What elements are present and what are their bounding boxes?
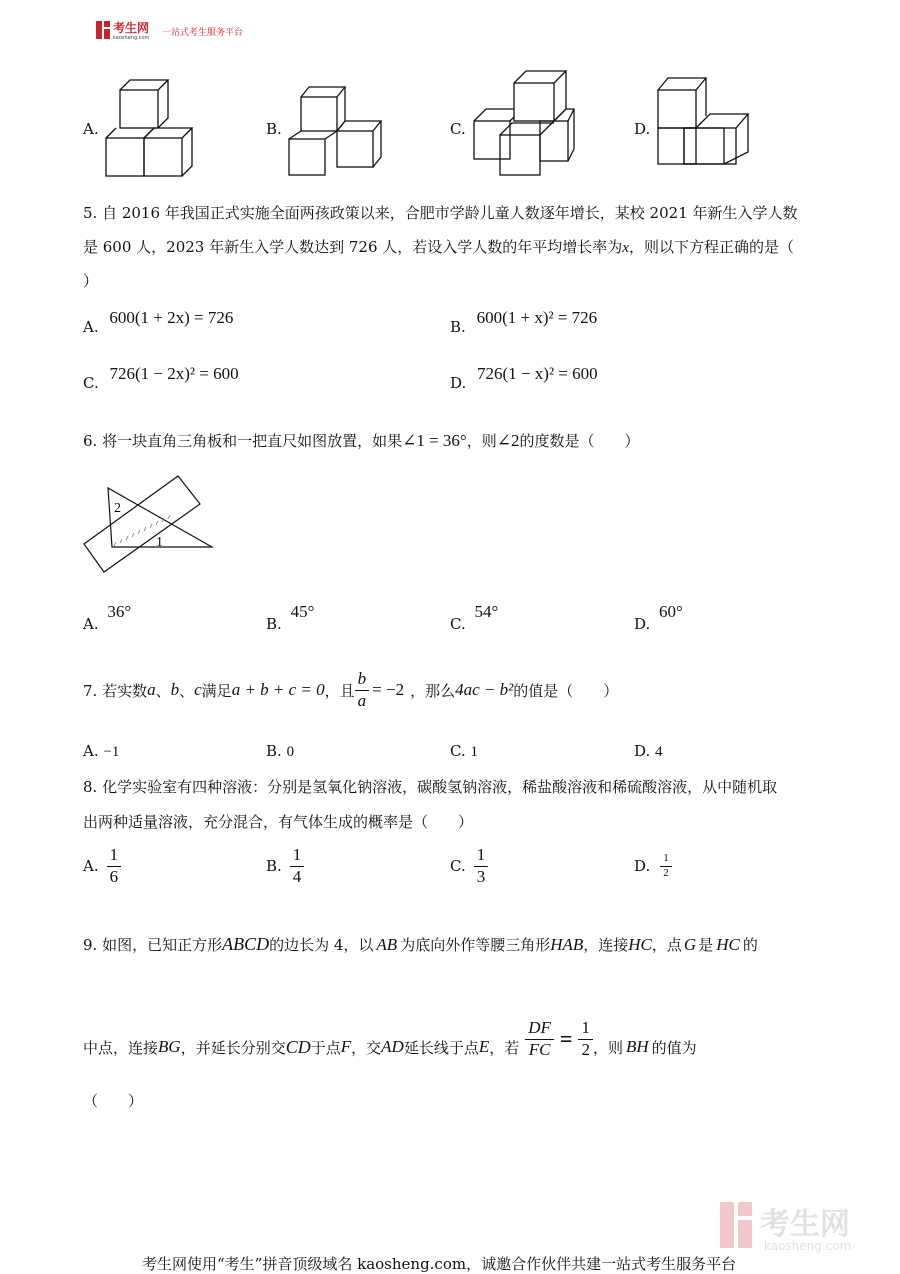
- q9-frac-den: FC: [528, 1039, 551, 1059]
- q7-var-c: c: [194, 680, 202, 699]
- q9-l2-c: 于点: [310, 1038, 341, 1057]
- q5-option-b-label: B.: [450, 318, 466, 336]
- q8-option-c-den: 3: [476, 866, 486, 886]
- q6-option-c-label: C.: [450, 615, 466, 633]
- q4-option-a-label: A.: [83, 120, 99, 138]
- q9-ab: AB: [376, 935, 398, 954]
- q6-option-a-value: 36°: [107, 602, 132, 621]
- q7-option-c-label: C.: [450, 742, 466, 760]
- brand-domain: kaosheng.com: [113, 35, 150, 41]
- q9-l2-h: 的值为: [651, 1038, 697, 1057]
- q4-option-a-figure: [100, 75, 210, 180]
- q7-condition: a + b + c = 0: [231, 680, 325, 699]
- q8-option-c-num: 1: [474, 845, 489, 866]
- q9-e: E: [478, 1037, 490, 1056]
- q6-stem-a: 6. 将一块直角三角板和一把直尺如图放置，如果: [83, 432, 403, 450]
- q6-option-b: [266, 602, 315, 633]
- q9-l1-d: ，连接: [583, 936, 629, 954]
- q9-bh: BH: [625, 1037, 649, 1056]
- q8-option-a-den: 6: [109, 866, 119, 886]
- q9-hc2: HC: [716, 935, 740, 954]
- q6-stem-b: ，则: [466, 432, 497, 450]
- q8-option-d-num: 1: [660, 852, 672, 866]
- q6-option-c: [450, 602, 499, 633]
- kaosheng-logo-icon: [96, 19, 158, 41]
- q9-l1-c: 为底向外作等腰三角形: [400, 936, 551, 954]
- watermark-logo-icon: [718, 1198, 878, 1256]
- q7-option-b: [266, 742, 294, 761]
- q4-option-b-figure: [283, 85, 383, 180]
- watermark-text: 考生网: [760, 1207, 850, 1242]
- q5-option-a: [83, 308, 234, 336]
- q6-option-d: [634, 602, 683, 633]
- q7-stem-a: 7. 若实数: [83, 681, 148, 700]
- q9-abcd: ABCD: [222, 934, 270, 954]
- q5-option-c: [83, 364, 239, 392]
- q9-l2-a: 中点，连接: [83, 1038, 159, 1057]
- q7-option-a-value: −1: [103, 744, 120, 760]
- q7-option-a-label: A.: [83, 742, 99, 760]
- q5-option-d-label: D.: [450, 374, 467, 392]
- ruler-shape: [84, 476, 200, 572]
- q5-stem-line2: [83, 236, 794, 257]
- q7-option-d-value: 4: [655, 744, 663, 760]
- q8-option-b-num: 1: [290, 845, 305, 866]
- q6-option-c-value: 54°: [474, 602, 499, 621]
- q8-option-b: [266, 843, 304, 889]
- q7-sep-1: 、: [155, 681, 171, 700]
- q5-stem-line1: 5. 自 2016 年我国正式实施全面两孩政策以来，合肥市学龄儿童人数逐年增长，某校 2021 年新生入学人数: [83, 204, 798, 222]
- q7-frac-num: b: [355, 669, 370, 690]
- q7-frac-den: a: [357, 690, 367, 710]
- q9-half-den: 2: [581, 1039, 590, 1059]
- q4-option-c-label: C.: [450, 120, 466, 138]
- q6-fig-label-2: 2: [114, 501, 121, 516]
- q6-angle1: ∠1 = 36°: [402, 431, 467, 450]
- footer-text: 考生网使用“考生”拼音顶级域名 kaosheng.com，诚邀合作伙伴共建一站式考生服务平台: [142, 1255, 737, 1273]
- q6-angle2: ∠2: [496, 431, 520, 450]
- q9-l1-g: 的: [742, 936, 758, 954]
- q9-l2-g: ，则: [592, 1038, 623, 1057]
- q7-fraction: [355, 669, 370, 711]
- q9-half-fraction: [578, 1018, 593, 1060]
- q9-l1-b: 的边长为 4，以: [269, 936, 374, 954]
- q4-option-d-label: D.: [634, 120, 651, 138]
- q6-stem: [83, 430, 640, 451]
- q8-stem-line1: 8. 化学实验室有四种溶液：分别是氢氧化钠溶液，碳酸氢钠溶液，稀盐酸溶液和稀硫酸溶液，从中随机取: [83, 778, 778, 796]
- q9-ad: AD: [381, 1037, 404, 1056]
- q8-stem-line2: 出两种适量溶液，充分混合，有气体生成的概率是（ ）: [83, 813, 474, 831]
- q5-stem-line3: ）: [83, 272, 99, 290]
- q4-option-d-figure: [652, 72, 757, 177]
- q7-var-a: a: [147, 680, 156, 699]
- q8-option-c-label: C.: [450, 857, 466, 875]
- q7-stem: [83, 662, 618, 718]
- q5-option-a-expr: 600(1 + 2x) = 726: [109, 308, 234, 327]
- q8-option-c: [450, 843, 488, 889]
- q5-var-x: x: [622, 240, 629, 256]
- q5-option-a-label: A.: [83, 318, 99, 336]
- q6-stem-c: 的度数是（ ）: [519, 432, 640, 450]
- q6-option-a: [83, 602, 132, 633]
- q8-option-a: [83, 843, 121, 889]
- q8-option-a-num: 1: [107, 845, 122, 866]
- watermark-domain: kaosheng.com: [764, 1239, 852, 1253]
- q9-eq: =: [559, 1026, 573, 1051]
- q8-option-d-den: 2: [663, 866, 669, 879]
- q8-option-b-den: 4: [292, 866, 302, 886]
- q4-option-c-figure: [468, 65, 583, 180]
- q7-option-c-value: 1: [470, 744, 478, 760]
- q9-line2: [83, 1004, 697, 1074]
- brand-text: 考生网: [113, 21, 150, 35]
- q8-option-c-fraction: [474, 845, 489, 887]
- q6-option-a-label: A.: [83, 615, 99, 633]
- q7-frac-rhs: = −2: [372, 680, 405, 699]
- q7-stem-d: ，那么: [410, 681, 456, 700]
- q5-stem-part-a: 是 600 人，2023 年新生入学人数达到 726 人，若设入学人数的年平均增长率为: [83, 238, 623, 256]
- q5-option-b: [450, 308, 598, 336]
- q5-option-b-expr: 600(1 + x)² = 726: [476, 308, 598, 327]
- q9-l2-d: ，交: [351, 1038, 382, 1057]
- q6-fig-label-1: 1: [156, 535, 163, 550]
- q9-bg: BG: [158, 1037, 181, 1056]
- q9-l1-a: 9. 如图，已知正方形: [83, 936, 223, 954]
- q9-l2-b: ，并延长分别交: [180, 1038, 286, 1057]
- q9-frac-num: DF: [525, 1018, 554, 1039]
- q7-stem-c: ，且: [324, 681, 355, 700]
- q6-figure: [80, 470, 220, 580]
- q9-f: F: [340, 1037, 352, 1056]
- watermark-logo: [718, 1198, 878, 1256]
- q7-option-d: [634, 742, 663, 761]
- q8-option-d-fraction: [660, 852, 672, 879]
- q8-option-d: [634, 843, 672, 889]
- q9-l2-f: ，若: [489, 1038, 520, 1057]
- q7-var-b: b: [170, 680, 180, 699]
- q7-stem-b: 满足: [201, 681, 232, 700]
- q6-option-d-label: D.: [634, 615, 651, 633]
- q8-option-b-label: B.: [266, 857, 282, 875]
- q5-option-d: [450, 364, 598, 392]
- q7-expr: 4ac − b²: [455, 680, 514, 699]
- q7-option-c: [450, 742, 478, 761]
- q9-line3: （ ）: [83, 1092, 144, 1110]
- q9-half-num: 1: [578, 1018, 593, 1039]
- q4-option-b-label: B.: [266, 120, 282, 138]
- q5-option-c-expr: 726(1 − 2x)² = 600: [109, 364, 239, 383]
- q8-option-a-fraction: [107, 845, 122, 887]
- header-slogan: 一站式考生服务平台: [162, 28, 244, 38]
- q7-option-b-value: 0: [286, 744, 295, 760]
- q8-option-a-label: A.: [83, 857, 99, 875]
- q9-l1-f: 是: [698, 936, 714, 954]
- q5-stem-part-b: ，则以下方程正确的是（: [628, 238, 794, 256]
- header-logo: [96, 19, 158, 41]
- q9-l2-e: 延长线于点: [403, 1038, 479, 1057]
- q6-option-b-value: 45°: [290, 602, 315, 621]
- q8-option-b-fraction: [290, 845, 305, 887]
- q6-option-d-value: 60°: [659, 602, 683, 621]
- q8-option-d-label: D.: [634, 857, 651, 875]
- q9-ratio-fraction: [525, 1018, 554, 1060]
- q5-option-c-label: C.: [83, 374, 99, 392]
- q7-stem-e: 的值是（ ）: [513, 681, 619, 700]
- q7-option-b-label: B.: [266, 742, 282, 760]
- q9-l1-e: ，点: [651, 936, 682, 954]
- q7-option-d-label: D.: [634, 742, 651, 760]
- q6-option-b-label: B.: [266, 615, 282, 633]
- q9-cd: CD: [285, 1036, 311, 1057]
- q9-line1: [83, 934, 758, 955]
- q9-g: G: [683, 935, 697, 954]
- q7-sep-2: 、: [179, 681, 195, 700]
- q7-option-a: [83, 742, 119, 761]
- q9-hab: HAB: [550, 935, 584, 954]
- q9-hc: HC: [628, 935, 652, 954]
- q5-option-d-expr: 726(1 − x)² = 600: [477, 364, 598, 383]
